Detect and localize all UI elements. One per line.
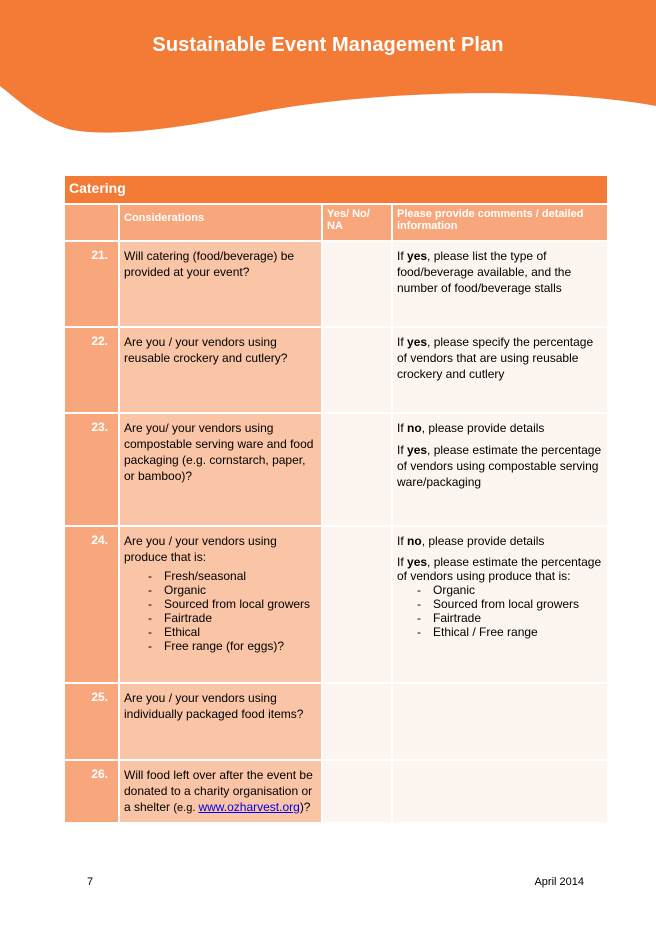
comment-cell[interactable]: If no, please provide details If yes, please estimate the percentage of vendors using produce that is: - Organic - Sourced from local growers - Fairtrade - Ethical / Free range [392, 526, 607, 683]
section-title: Catering [65, 176, 607, 204]
table-row [65, 241, 607, 327]
list-item: - Fresh/seasonal [148, 569, 317, 583]
ozharvest-link[interactable]: www.ozharvest.org [198, 800, 300, 814]
header-considerations: Considerations [119, 204, 322, 241]
consideration-text [119, 760, 322, 823]
consideration-text: Will catering (food/beverage) be provided at your event? [119, 241, 322, 327]
consideration-text: Are you / your vendors using reusable crockery and cutlery? [119, 327, 322, 413]
list-item: - Ethical / Free range [417, 625, 603, 639]
comment-produce-list [397, 583, 603, 639]
header-comments: Please provide comments / detailed information [392, 204, 607, 241]
yes-no-cell[interactable] [322, 683, 392, 760]
produce-list [124, 569, 317, 653]
list-item: - Fairtrade [417, 611, 603, 625]
header-yes-no: Yes/ No/ NA [322, 204, 392, 241]
yes-no-cell[interactable] [322, 413, 392, 526]
consideration-text: Are you/ your vendors using compostable serving ware and food packaging (e.g. cornstarch, paper, or bamboo)? [119, 413, 322, 526]
comment-cell[interactable]: If yes, please list the type of food/beverage available, and the number of food/beverage stalls [392, 241, 607, 327]
row-number: 23. [65, 413, 119, 526]
yes-no-cell[interactable] [322, 241, 392, 327]
consideration-text [119, 526, 322, 683]
table-row [65, 526, 607, 683]
row-number: 21. [65, 241, 119, 327]
consideration-text: Are you / your vendors using individually packaged food items? [119, 683, 322, 760]
row-number: 22. [65, 327, 119, 413]
table-row [65, 413, 607, 526]
yes-no-cell[interactable] [322, 760, 392, 823]
header-banner [0, 0, 656, 140]
list-item: - Free range (for eggs)? [148, 639, 317, 653]
catering-table [65, 176, 607, 824]
footer-date: April 2014 [534, 876, 584, 888]
yes-no-cell[interactable] [322, 526, 392, 683]
row-number: 25. [65, 683, 119, 760]
section-header-row [65, 176, 607, 204]
yes-no-cell[interactable] [322, 327, 392, 413]
list-item: - Organic [417, 583, 603, 597]
page-title: Sustainable Event Management Plan [152, 34, 504, 56]
comment-cell[interactable] [392, 760, 607, 823]
list-item: - Ethical [148, 625, 317, 639]
page-number: 7 [87, 876, 94, 888]
column-header-row [65, 204, 607, 241]
list-item: - Fairtrade [148, 611, 317, 625]
question-end: )? [299, 800, 311, 814]
row-number: 24. [65, 526, 119, 683]
header-wave-shape [0, 0, 656, 140]
list-item: - Sourced from local growers [417, 597, 603, 611]
comment-cell[interactable] [392, 683, 607, 760]
comment-cell[interactable]: If yes, please specify the percentage of vendors that are using reusable crockery and cutlery [392, 327, 607, 413]
consideration-question: Will food left over after the event be donated to a charity organisation or a shelter [124, 768, 313, 814]
list-item: - Organic [148, 583, 317, 597]
comment-cell[interactable]: If no, please provide details If yes, please estimate the percentage of vendors using compostable serving ware/packaging [392, 413, 607, 526]
table-row [65, 760, 607, 823]
row-number: 26. [65, 760, 119, 823]
table-row [65, 327, 607, 413]
header-number-cell [65, 204, 119, 241]
table-row [65, 683, 607, 760]
example-prefix: (e.g. [173, 802, 199, 814]
list-item: - Sourced from local growers [148, 597, 317, 611]
consideration-question: Are you / your vendors using produce that is: [124, 534, 277, 564]
